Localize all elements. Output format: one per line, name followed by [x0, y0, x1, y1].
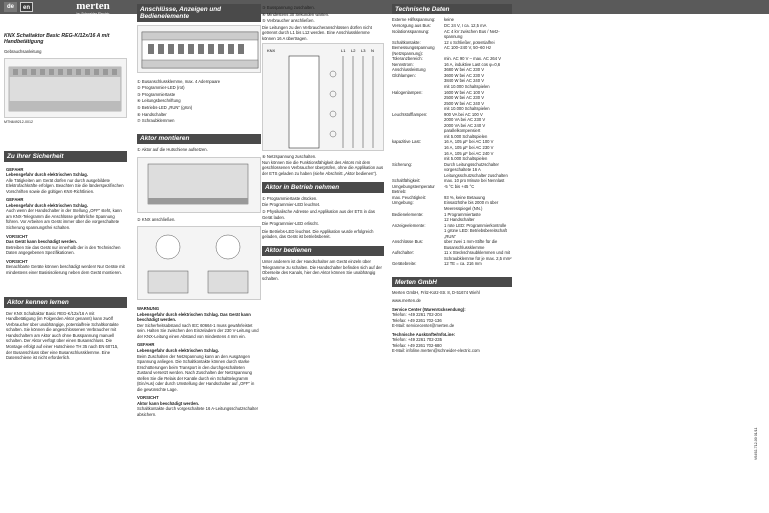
hotline-line: Telefax: +49 2261 702-680 [392, 342, 442, 348]
connection-item: ⑥ Handschalter [137, 111, 167, 117]
operation-text-1: Die Programmier-LED erlischt. [262, 221, 319, 227]
tech-label: Leuchtstofflampen: [392, 111, 428, 117]
tech-value: 1 rote LED: Programmierkontrolle 1 grüne LED: Betriebsbereitschaft „RUN“ [444, 222, 507, 239]
tech-label: Halogenlampen: [392, 89, 423, 95]
mount-step-1: ① Aktor auf die Hutschiene aufsetzen. [137, 147, 208, 153]
tech-value: max. 10 pro Minute bei Nennlast [444, 178, 505, 184]
language-tab-de[interactable]: de [4, 2, 17, 12]
tech-label: Anschlussleistung Glühlampen: [392, 67, 426, 78]
tech-value: Einsatzhöhe bis 2000 m über Meeresspiegel (NN.) [444, 200, 499, 211]
safety-note [6, 234, 125, 256]
tech-value: min. AC 90 V – max. AC 264 V [444, 56, 502, 62]
tech-label: Schaltfähigkeit: [392, 178, 421, 184]
tech-value: keine [444, 17, 455, 23]
tech-value: über zwei 1 mm-Stifte für die Busanschlussklemme [444, 239, 498, 250]
column-4 [392, 0, 512, 354]
safety-heading: Zu Ihrer Sicherheit [4, 151, 127, 161]
tech-label: Anzeigeelemente: [392, 222, 426, 228]
note-text: Benachbarte Geräte können beschädigt werden! Nur Geräte mit mindestens einer Basisisolierung neben dem Gerät montieren. [6, 264, 125, 275]
tech-value: Durch Leitungsschutzschalter vorgeschaltete 16 A Leitungsschutzschalter zuschalten [444, 161, 508, 178]
tech-label: Schaltkontakte: [392, 39, 421, 45]
safety-note [6, 259, 125, 276]
service-line[interactable]: E-Mail: servicecenter@merten.de [392, 323, 455, 329]
service-line: Telefax: +49 2261 702-136 [392, 317, 442, 323]
tech-label: Umgebungstemperatur Betrieb: [392, 183, 435, 195]
service-title: Service Center (Warenrücksendung): [392, 306, 466, 312]
tech-value: 12 x Schließer, potentialfrei [444, 39, 495, 45]
tech-label: max. Feuchtigkeit: [392, 194, 426, 200]
column-2 [137, 0, 261, 418]
mount-step-2: ② KNX anschließen. [137, 216, 176, 222]
company-address: Merten GmbH, Fritz-Kotz-Str. 8, D-51674 Wiehl [392, 290, 480, 296]
tech-value: AC 100–240 V, 50–60 Hz [444, 45, 492, 51]
product-image [4, 58, 127, 118]
connections-heading: Anschlüsse, Anzeigen und Bedienelemente [137, 4, 261, 22]
warning-note: GEFAHR Lebensgefahr durch elektrischen Schlag. Beim Zuschalten der Netzspannung kann an den Ausgängen Spannung anliegen. Die Schaltkontakte können durch starke Erschütterungen beim Transport in den durchgeschalteten Zustand versetzt werden. Nach Zuschalten der Netzspannung stellen Sie die Relais der Kanäle durch ein Schalttelegramm (Ein/Aus) oder durch Umstellung der Handschalter auf „OFF“ in die gewünschte Lage. [137, 342, 255, 392]
note-sub: Das Gerät kann beschädigt werden. [6, 239, 77, 245]
warning-note: VORSICHT Aktor kann beschädigt werden. Schaltkontakte durch vorgeschaltete 16 A-Leitungsschutzschalter absichern. [137, 395, 259, 417]
connection-item: ④ Leitungsbeschriftung [137, 98, 181, 104]
diagram-label: L1 [341, 48, 346, 54]
brand-name: merten [76, 0, 110, 12]
tech-label: Anschlüsse Bus: [392, 239, 423, 245]
control-heading: Aktor bedienen [262, 246, 384, 256]
brand-subline: by Schneider Electric [76, 12, 110, 16]
tech-value: 1 Programmiertaste 12 Handschalter [444, 211, 481, 223]
tech-label: kapazitive Last: [392, 139, 421, 145]
warning-note: WARNUNG Lebensgefahr durch elektrischen Schlag. Das Gerät kann beschädigt werden. Der Sicherheitsabstand nach IEC 60664-1 muss gewährleistet sein. Halten Sie zwischen den Einzeladern der 230 V-Leitung und der KNX-Leitung einen Abstand von mindestens 4 mm ein. [137, 306, 259, 339]
note-text: Betreiben Sie das Gerät nur innerhalb der in den Technischen Daten angegebenen Spezifikationen. [6, 244, 121, 256]
tech-label: Gerätebreite: [392, 261, 417, 267]
tech-value: 93 %, keine Betauung [444, 194, 485, 200]
diagram-label: L3 [361, 48, 366, 54]
knx-connection-image [137, 226, 261, 300]
device-drawing [137, 25, 261, 73]
operation-text-2: Die Betriebs-LED leuchtet. Die Applikation wurde erfolgreich geladen, das Gerät ist betriebsbereit. [262, 228, 374, 240]
safety-notes [4, 162, 127, 276]
note-text: Auch wenn der Handschalter in der Stellung „OFF“ steht, kann am KNX-Telegramm die Anschlüsse gefährliche Spannung führen. Vor Arbeiten am Gerät immer über die vorgeschaltete Sicherung spannungsfrei schalten. [6, 208, 122, 230]
tech-label: Bedienelemente: [392, 211, 424, 217]
note-title: GEFAHR [6, 166, 24, 172]
tech-label: Versorgung aus Bus: [392, 22, 431, 28]
tech-label: Externe Hilfsspannung: [392, 17, 436, 23]
tech-table [392, 17, 512, 267]
tech-value: 16 A, induktive Last cos φ=0,6 [444, 61, 501, 67]
service-line: Telefon: +49 2261 702-204 [392, 312, 442, 318]
tech-label: Sicherung: [392, 161, 413, 167]
power-step: ⑥ Netzspannung zuschalten. [262, 154, 317, 160]
warnings-2 [137, 306, 261, 417]
company-web[interactable]: www.merten.de [392, 297, 421, 303]
tech-label: Nennstrom: [392, 61, 414, 67]
mount-heading: Aktor montieren [137, 134, 261, 144]
wiring-diagram [262, 43, 384, 151]
tech-value: 3680 W bei AC 230 V 3600 W bei AC 230 V 3840 W bei AC 240 V mit 10.000 Schaltspielen [444, 67, 490, 89]
power-text: Nun können Sie die Funktionsfähigkeit des Aktors mit dem geschlossenen Verbraucher überprüfen, ohne die Applikation aus der ETS geladen zu haben (siehe Abschnitt „Aktor bedienen“). [262, 159, 384, 176]
tech-label: Toleranzbereich: [392, 56, 423, 62]
safety-note [6, 197, 125, 230]
tech-heading: Technische Daten [392, 4, 512, 14]
tech-value: 16 A, 105 µF bei AC 100 V 16 A, 105 µF bei AC 230 V 16 A, 105 µF bei AC 240 V mit 5.000 Schaltspielen [444, 139, 494, 162]
tech-label: Umgebung: [392, 200, 414, 206]
startup-steps: ③ Busspannung zuschalten. ④ Mindestens 30 Sekunden warten. ⑤ Verbraucher anschließen. [262, 5, 330, 24]
hotline-line: Telefon: +49 2261 702-235 [392, 337, 442, 343]
diagram-label: N [371, 48, 374, 54]
note-title: VORSICHT [6, 258, 28, 264]
tech-value: 12 TE = ca. 216 mm [444, 261, 482, 267]
learn-text: Der KNX Schaltaktor Basic REG-K/12x/16 A mit Handbetätigung (im Folgenden Aktor genannt) kann zwölf Verbraucher über unabhängige, potentialfreie Schaltkontakte schalten. Sie können die angeschlossenen Verbraucher mit Handschaltern am Aktor auch ohne Busspannung manuell schalten. Der Aktor verfügt über einen Busanschluss. Die Montage erfolgt auf einer Hutschiene TH 35 nach EN 60715, der Busanschluss über eine Busanschlussklemme. Eine Datenschiene ist nicht erforderlich. [6, 310, 119, 361]
wiring-text: Die Leitungen zu den Verbraucheranschlüssen dürfen nicht getrennt durch L1 bis L12 werden. Eine Anschlussklemme können 16 A übertragen. [262, 24, 372, 41]
company-heading: Merten GmbH [392, 277, 512, 287]
connections-list [137, 79, 261, 124]
operation-heading: Aktor in Betrieb nehmen [262, 182, 384, 192]
tech-label: Aufschalter: [392, 250, 415, 256]
control-text: Unter anderem ist der Handschalter am Gerät einzeln über Telegramme zu schalten. Die Handschalter befinden sich auf der Oberseite des Kanals, hier den Aktor können Sie unabhängig schalten. [262, 259, 382, 281]
product-title: KNX Schaltaktor Basic REG-K/12x/16 A mit Handbetätigung [4, 33, 110, 46]
hotline-title: Technische Auskünfte/InfoLine: [392, 331, 456, 337]
tech-value: DC 24 V, I ca. 12,5 mA [444, 22, 487, 28]
note-title: GEFAHR [6, 197, 24, 203]
connection-item: ③ Programmiertaste [137, 91, 176, 97]
column-3 [262, 0, 384, 283]
hotline-line[interactable]: E-Mail: infoline.merten@schneider-electric.com [392, 348, 480, 354]
connection-item: ② Programmier-LED (rot) [137, 85, 185, 91]
connection-item: ⑦ Schraubklemmen [137, 118, 175, 124]
note-title: VORSICHT [6, 233, 28, 239]
product-subtitle: Gebrauchsanleitung [4, 48, 42, 54]
mounting-image [137, 157, 261, 213]
tech-label: Isolationsspannung: [392, 28, 430, 34]
tech-value: 11 x Steckschraubklemmen und mit Schraubklemme für je max. 2,5 mm² [444, 250, 512, 261]
tech-value: -5 °C bis +45 °C [444, 183, 475, 189]
column-1 [4, 0, 127, 364]
article-number: MTN649212-0012 [4, 120, 33, 125]
tech-value: 1600 W bei AC 100 V 2500 W bei AC 230 V 2500 W bei AC 240 V mit 10.000 Schaltspielen [444, 89, 490, 112]
learn-heading: Aktor kennen lernen [4, 297, 127, 307]
note-sub: Lebensgefahr durch elektrischen Schlag. [6, 172, 88, 178]
diagram-label: KNX [267, 48, 276, 54]
language-tab-en[interactable]: en [20, 2, 33, 12]
operation-steps: ① Programmiertaste drücken. Die Programmier-LED leuchtet. ② Physikalische Adresse und Applikation aus der ETS in das Gerät laden. [262, 195, 375, 220]
connection-item: ① Busanschlussklemme, max. 4 Adernpaare [137, 78, 221, 84]
safety-note [6, 167, 125, 195]
note-text: Alle Tätigkeiten am Gerät dürfen nur durch ausgebildete Elektrofachkräfte erfolgen. Beachten Sie die länderspezifischen Vorschriften sowie die gültigen KNX-Richtlinien. [6, 177, 124, 194]
note-sub: Lebensgefahr durch elektrischen Schlag. [6, 202, 88, 208]
tech-label: Bemessungsspannung (Netzspannung): [392, 45, 435, 56]
tech-value: AC 4 kV zwischen Bus / Netz- spannung [444, 28, 500, 40]
diagram-label: L2 [351, 48, 356, 54]
connection-item: ⑤ Betriebs-LED „RUN“ (grün) [137, 105, 193, 110]
tech-value: 900 VA bei AC 100 V 2000 VA bei AC 230 V 2000 VA bei AC 240 V parallelkompensiert mit 5.000 Schaltspielen [444, 111, 488, 139]
document-number: V6492-712-00 01/11 [754, 427, 758, 460]
